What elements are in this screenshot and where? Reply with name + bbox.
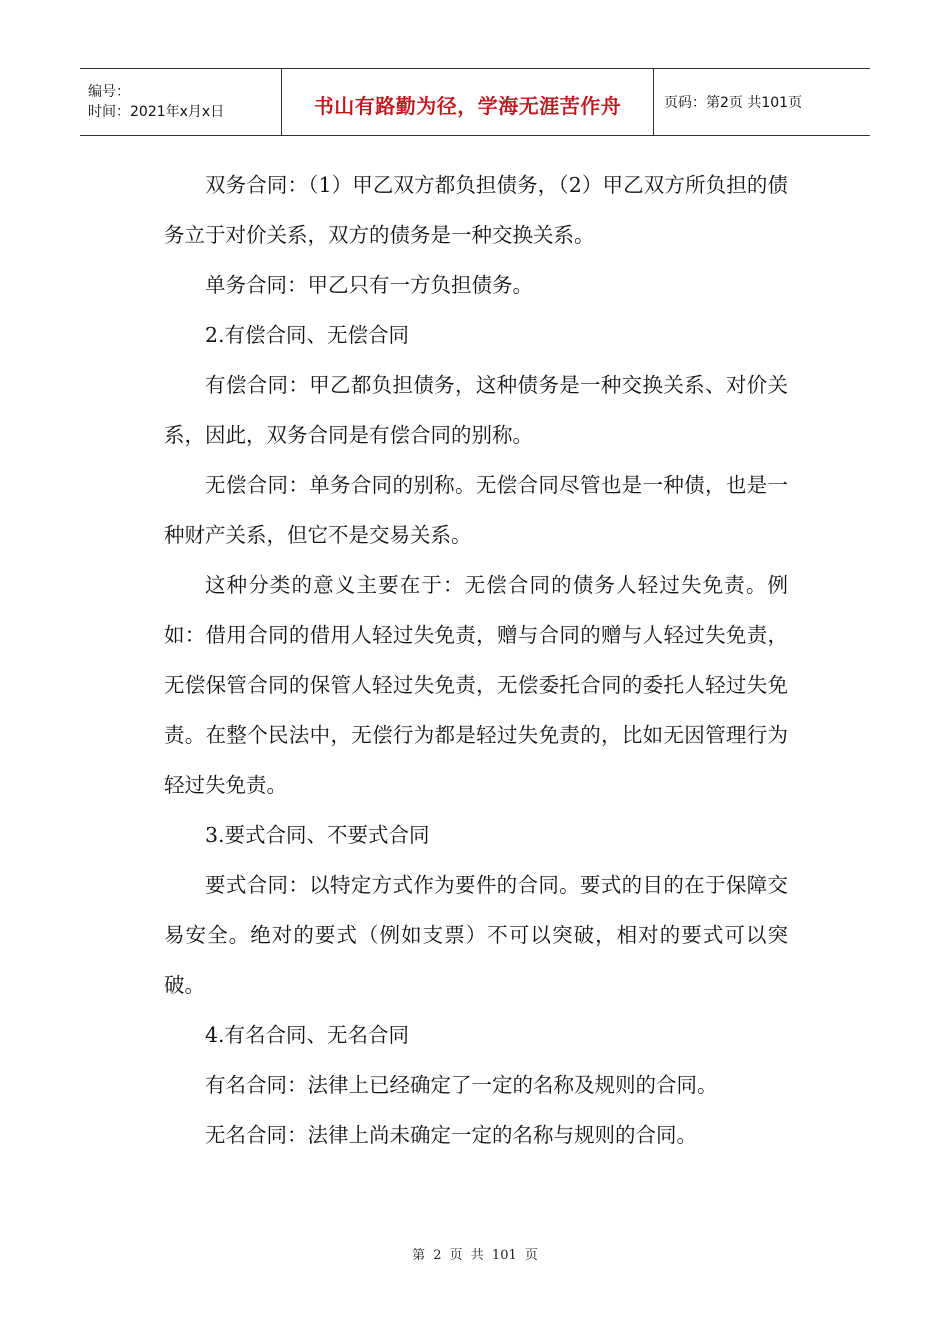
section-heading-3: 3.要式合同、不要式合同 (205, 823, 430, 847)
section-heading-2: 2.有偿合同、无偿合同 (205, 323, 410, 347)
document-time: 时间：2021年x月x日 (88, 104, 225, 120)
page-footer (0, 1244, 950, 1263)
document-body (164, 160, 788, 1160)
paragraph-formal-contract: 要式合同：以特定方式作为要件的合同。要式的目的在于保障交易安全。绝对的要式（例如支票）不可以突破，相对的要式可以突破。 (164, 873, 788, 997)
header-page-cell (654, 69, 870, 135)
paragraph-bilateral-contract: 双务合同：（1）甲乙双方都负担债务，（2）甲乙双方所负担的债务立于对价关系，双方的债务是一种交换关系。 (164, 173, 788, 247)
page-header (80, 68, 870, 136)
header-meta-cell (80, 69, 282, 135)
section-heading-4: 4.有名合同、无名合同 (205, 1023, 410, 1047)
footer-page-number: 第 2 页 共 101 页 (412, 1248, 538, 1263)
paragraph-classification-significance: 这种分类的意义主要在于：无偿合同的债务人轻过失免责。例如：借用合同的借用人轻过失免责，赠与合同的赠与人轻过失免责，无偿保管合同的保管人轻过失免责，无偿委托合同的委托人轻过失免责。在整个民法中，无偿行为都是轻过失免责的，比如无因管理行为轻过失免责。 (164, 573, 788, 797)
header-page-number: 页码：第2页 共101页 (664, 95, 803, 111)
paragraph-onerous-contract: 有偿合同：甲乙都负担债务，这种债务是一种交换关系、对价关系，因此，双务合同是有偿合同的别称。 (164, 373, 788, 447)
paragraph-gratuitous-contract: 无偿合同：单务合同的别称。无偿合同尽管也是一种债，也是一种财产关系，但它不是交易关系。 (164, 473, 788, 547)
paragraph-innominate-contract: 无名合同：法律上尚未确定一定的名称与规则的合同。 (205, 1123, 697, 1147)
header-motto-cell (282, 69, 654, 135)
paragraph-unilateral-contract: 单务合同：甲乙只有一方负担债务。 (205, 273, 533, 297)
paragraph-nominate-contract: 有名合同：法律上已经确定了一定的名称及规则的合同。 (205, 1073, 718, 1097)
header-motto: 书山有路勤为径，学海无涯苦作舟 (313, 93, 622, 118)
document-number: 编号： (88, 84, 130, 100)
